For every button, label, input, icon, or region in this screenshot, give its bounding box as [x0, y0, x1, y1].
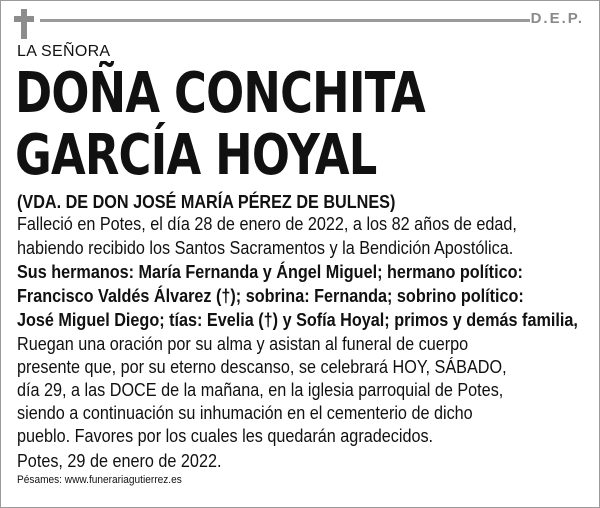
family-line: José Miguel Diego; tías: Evelia (†) y Sofía Hoyal; primos y demás familia,	[17, 310, 578, 330]
widow-subtitle: (VDA. DE DON JOSÉ MARÍA PÉREZ DE BULNES)	[17, 192, 396, 212]
deceased-name-line-2: GARCÍA HOYAL	[15, 123, 377, 188]
dep-label: D.E.P.	[530, 10, 584, 27]
death-line: habiendo recibido los Santos Sacramentos y la Bendición Apostólica.	[17, 238, 514, 258]
header-rule	[40, 19, 530, 22]
intro-label: LA SEÑORA	[17, 43, 111, 60]
request-line: pueblo. Favores por los cuales les quedarán agradecidos.	[17, 426, 434, 446]
family-line: Francisco Valdés Álvarez (†); sobrina: Fernanda; sobrino político:	[17, 286, 524, 306]
death-line: Falleció en Potes, el día 28 de enero de 2022, a los 82 años de edad,	[17, 214, 517, 234]
family-line: Sus hermanos: María Fernanda y Ángel Miguel; hermano político:	[17, 262, 523, 282]
condolences-link[interactable]: Pésames: www.funerariagutierrez.es	[17, 474, 182, 486]
deceased-name-line-1: DOÑA CONCHITA	[15, 61, 425, 126]
request-line: día 29, a las DOCE de la mañana, en la iglesia parroquial de Potes,	[17, 380, 504, 400]
place-date: Potes, 29 de enero de 2022.	[17, 451, 222, 471]
cross-icon	[14, 9, 34, 39]
request-line: presente que, por su eterno descanso, se celebrará HOY, SÁBADO,	[17, 357, 507, 377]
request-line: Ruegan una oración por su alma y asistan al funeral de cuerpo	[17, 334, 469, 354]
request-line: siendo a continuación su inhumación en el cementerio de dicho	[17, 403, 473, 423]
